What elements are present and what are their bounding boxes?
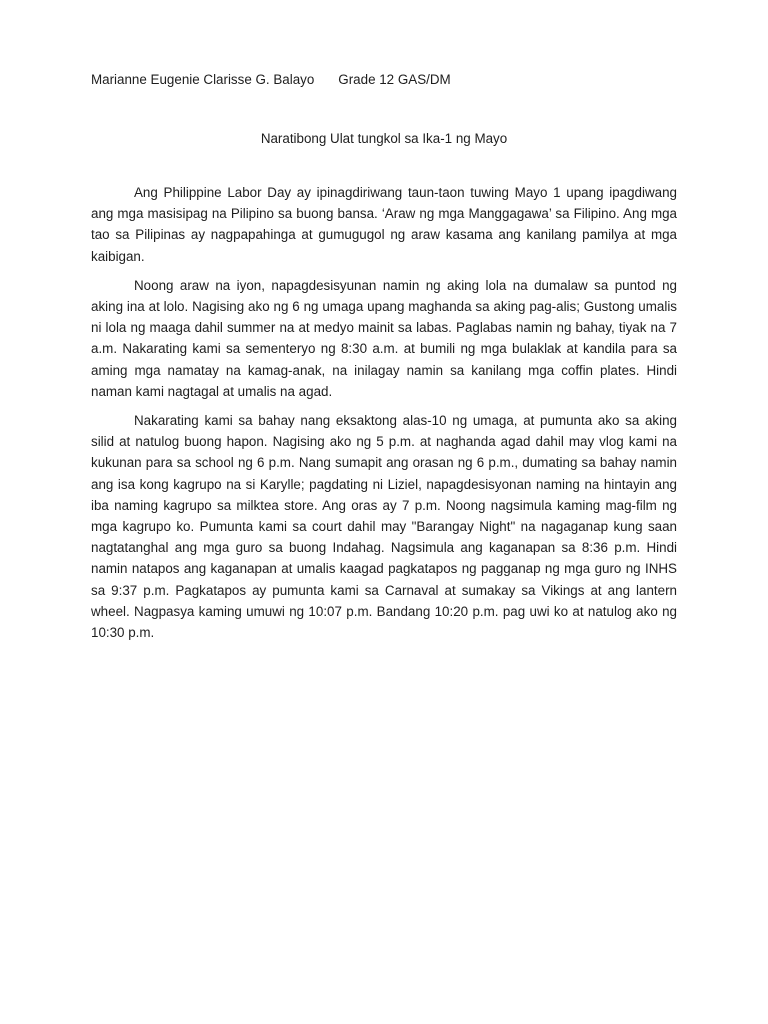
paragraph-2: Noong araw na iyon, napagdesisyunan namin ng aking lola na dumalaw sa puntod ng aking ina at lolo. Nagising ako ng 6 ng umaga upang maghanda sa aking pag-alis; Gustong umalis ni lola ng maaga dahil summer na at medyo mainit sa labas. Paglabas namin ng bahay, tiyak na 7 a.m. Nakarating kami sa sementeryo ng 8:30 a.m. at bumili ng mga bulaklak at kandila para sa aming mga namatay na kamag-anak, na inilagay namin sa kanilang mga coffin plates. Hindi naman kami nagtagal at umalis na agad. bbox=[91, 277, 677, 399]
document-title: Naratibong Ulat tungkol sa Ika-1 ng Mayo bbox=[260, 131, 508, 146]
paragraph-1: Ang Philippine Labor Day ay ipinagdiriwang taun-taon tuwing Mayo 1 upang ipagdiwang ang mga masisipag na Pilipino sa buong bansa. ‘Araw ng mga Manggagawa’ sa Filipino. Ang mga tao sa Pilipinas ay nagpapahinga at gumugugol ng araw kasama ang kanilang pamilya at mga kaibigan. bbox=[91, 185, 677, 264]
document-body bbox=[91, 182, 677, 651]
document-header bbox=[91, 71, 451, 89]
author-name: Marianne Eugenie Clarisse G. Balayo bbox=[91, 72, 315, 87]
grade-section: Grade 12 GAS/DM bbox=[338, 72, 451, 87]
paragraph-3: Nakarating kami sa bahay nang eksaktong alas-10 ng umaga, at pumunta ako sa aking silid at natulog buong hapon. Nagising ako ng 5 p.m. at naghanda agad dahil may vlog kami na kukunan para sa school ng 6 p.m. Nang sumapit ang orasan ng 6 p.m., dumating sa bahay namin ang isa kong kagrupo na si Karylle; pagdating ni Liziel, napagdesisyonan naming na hintayin ang iba naming kagrupo sa milktea store. Ang oras ay 7 p.m. Noong nagsimula kaming mag-film ng mga kagrupo ko. Pumunta kami sa court dahil may "Barangay Night" na nagaganap kung saan nagtatanghal ang mga guro sa buong Indahag. Nagsimula ang kaganapan sa 8:36 p.m. Hindi namin natapos ang kaganapan at umalis kaagad pagkatapos ng pagganap ng mga guro ng INHS sa 9:37 p.m. Pagkatapos ay pumunta kami sa Carnaval at sumakay sa Vikings at ang lantern wheel. Nagpasya kaming umuwi ng 10:07 p.m. Bandang 10:20 p.m. pag uwi ko at natulog ako ng 10:30 p.m. bbox=[91, 413, 677, 641]
